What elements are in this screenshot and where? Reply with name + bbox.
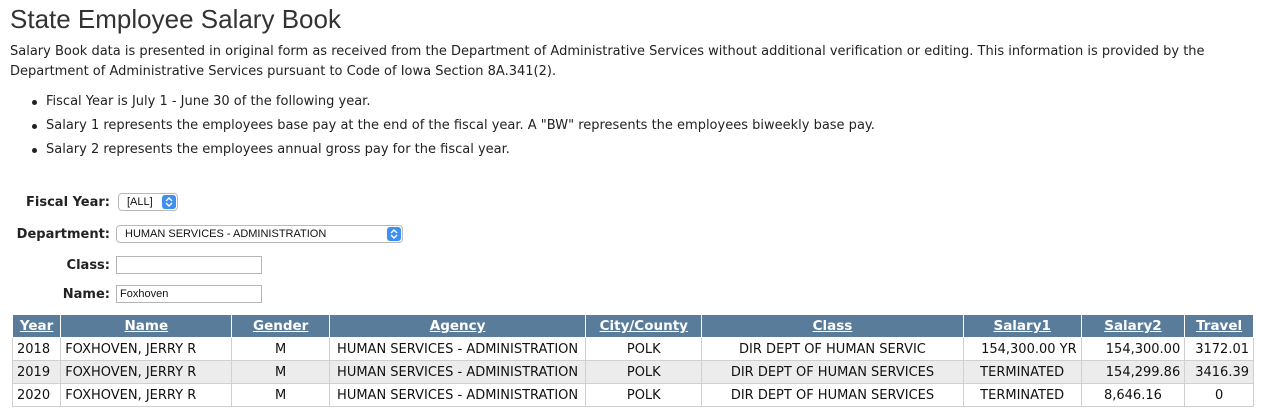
cell-agency: HUMAN SERVICES - ADMINISTRATION <box>329 361 585 384</box>
cell-salary2: 154,299.86 <box>1081 361 1185 384</box>
name-row <box>10 283 262 305</box>
cell-year: 2018 <box>13 338 61 361</box>
cell-city-county: POLK <box>586 361 702 384</box>
class-row <box>10 254 262 276</box>
cell-salary1: 154,300.00 YR <box>963 338 1081 361</box>
cell-salary1: TERMINATED <box>963 361 1081 384</box>
cell-travel: 3172.01 <box>1185 338 1254 361</box>
department-row <box>10 223 403 245</box>
class-label: Class: <box>66 257 110 273</box>
col-header-year[interactable]: Year <box>13 315 61 338</box>
col-header-class[interactable]: Class <box>702 315 964 338</box>
name-label: Name: <box>62 286 110 302</box>
select-chevron-icon <box>162 195 176 209</box>
notes-list <box>10 90 1250 162</box>
cell-year: 2019 <box>13 361 61 384</box>
cell-city-county: POLK <box>586 384 702 407</box>
cell-name: FOXHOVEN, JERRY R <box>61 338 232 361</box>
cell-travel: 0 <box>1185 384 1254 407</box>
col-header-gender[interactable]: Gender <box>232 315 329 338</box>
select-chevron-icon <box>387 227 401 241</box>
cell-travel: 3416.39 <box>1185 361 1254 384</box>
note-salary1: Salary 1 represents the employees base pay at the end of the fiscal year. A "BW" represents the employees biweekly base pay. <box>10 114 1250 138</box>
fiscal-year-value: [ALL] <box>127 196 153 208</box>
department-value: HUMAN SERVICES - ADMINISTRATION <box>125 228 327 240</box>
cell-class: DIR DEPT OF HUMAN SERVICES <box>702 361 964 384</box>
col-header-travel[interactable]: Travel <box>1185 315 1254 338</box>
col-header-salary1[interactable]: Salary1 <box>963 315 1081 338</box>
fiscal-year-select[interactable] <box>118 193 178 211</box>
cell-name: FOXHOVEN, JERRY R <box>61 361 232 384</box>
cell-class: DIR DEPT OF HUMAN SERVIC <box>702 338 964 361</box>
col-header-name[interactable]: Name <box>61 315 232 338</box>
col-header-salary2[interactable]: Salary2 <box>1081 315 1185 338</box>
table-header-row <box>13 315 1254 338</box>
cell-gender: M <box>232 384 329 407</box>
table-row <box>13 338 1254 361</box>
table-row <box>13 384 1254 407</box>
cell-salary2: 154,300.00 <box>1081 338 1185 361</box>
department-select[interactable] <box>116 225 403 243</box>
cell-year: 2020 <box>13 384 61 407</box>
fiscal-year-label: Fiscal Year: <box>26 194 110 210</box>
cell-city-county: POLK <box>586 338 702 361</box>
col-header-agency[interactable]: Agency <box>329 315 585 338</box>
cell-gender: M <box>232 361 329 384</box>
cell-class: DIR DEPT OF HUMAN SERVICES <box>702 384 964 407</box>
department-label: Department: <box>16 226 110 242</box>
cell-salary2: 8,646.16 <box>1081 384 1185 407</box>
intro-text: Salary Book data is presented in original form as received from the Department of Administrative Services without additional verification or editing. This information is provided by the Department of Administrative Services pursuant to Code of Iowa Section 8A.341(2). <box>10 44 1205 79</box>
cell-salary1: TERMINATED <box>963 384 1081 407</box>
name-input[interactable]: Foxhoven <box>116 285 262 303</box>
class-input[interactable] <box>116 256 262 274</box>
cell-gender: M <box>232 338 329 361</box>
cell-agency: HUMAN SERVICES - ADMINISTRATION <box>329 338 585 361</box>
cell-name: FOXHOVEN, JERRY R <box>61 384 232 407</box>
col-header-city-county[interactable]: City/County <box>586 315 702 338</box>
table-row <box>13 361 1254 384</box>
fiscal-year-row <box>10 191 178 213</box>
cell-agency: HUMAN SERVICES - ADMINISTRATION <box>329 384 585 407</box>
note-salary2: Salary 2 represents the employees annual gross pay for the fiscal year. <box>10 138 1250 162</box>
note-fiscal-year: Fiscal Year is July 1 - June 30 of the following year. <box>10 90 1250 114</box>
salary-table <box>12 314 1254 407</box>
page-title: State Employee Salary Book <box>10 4 341 34</box>
